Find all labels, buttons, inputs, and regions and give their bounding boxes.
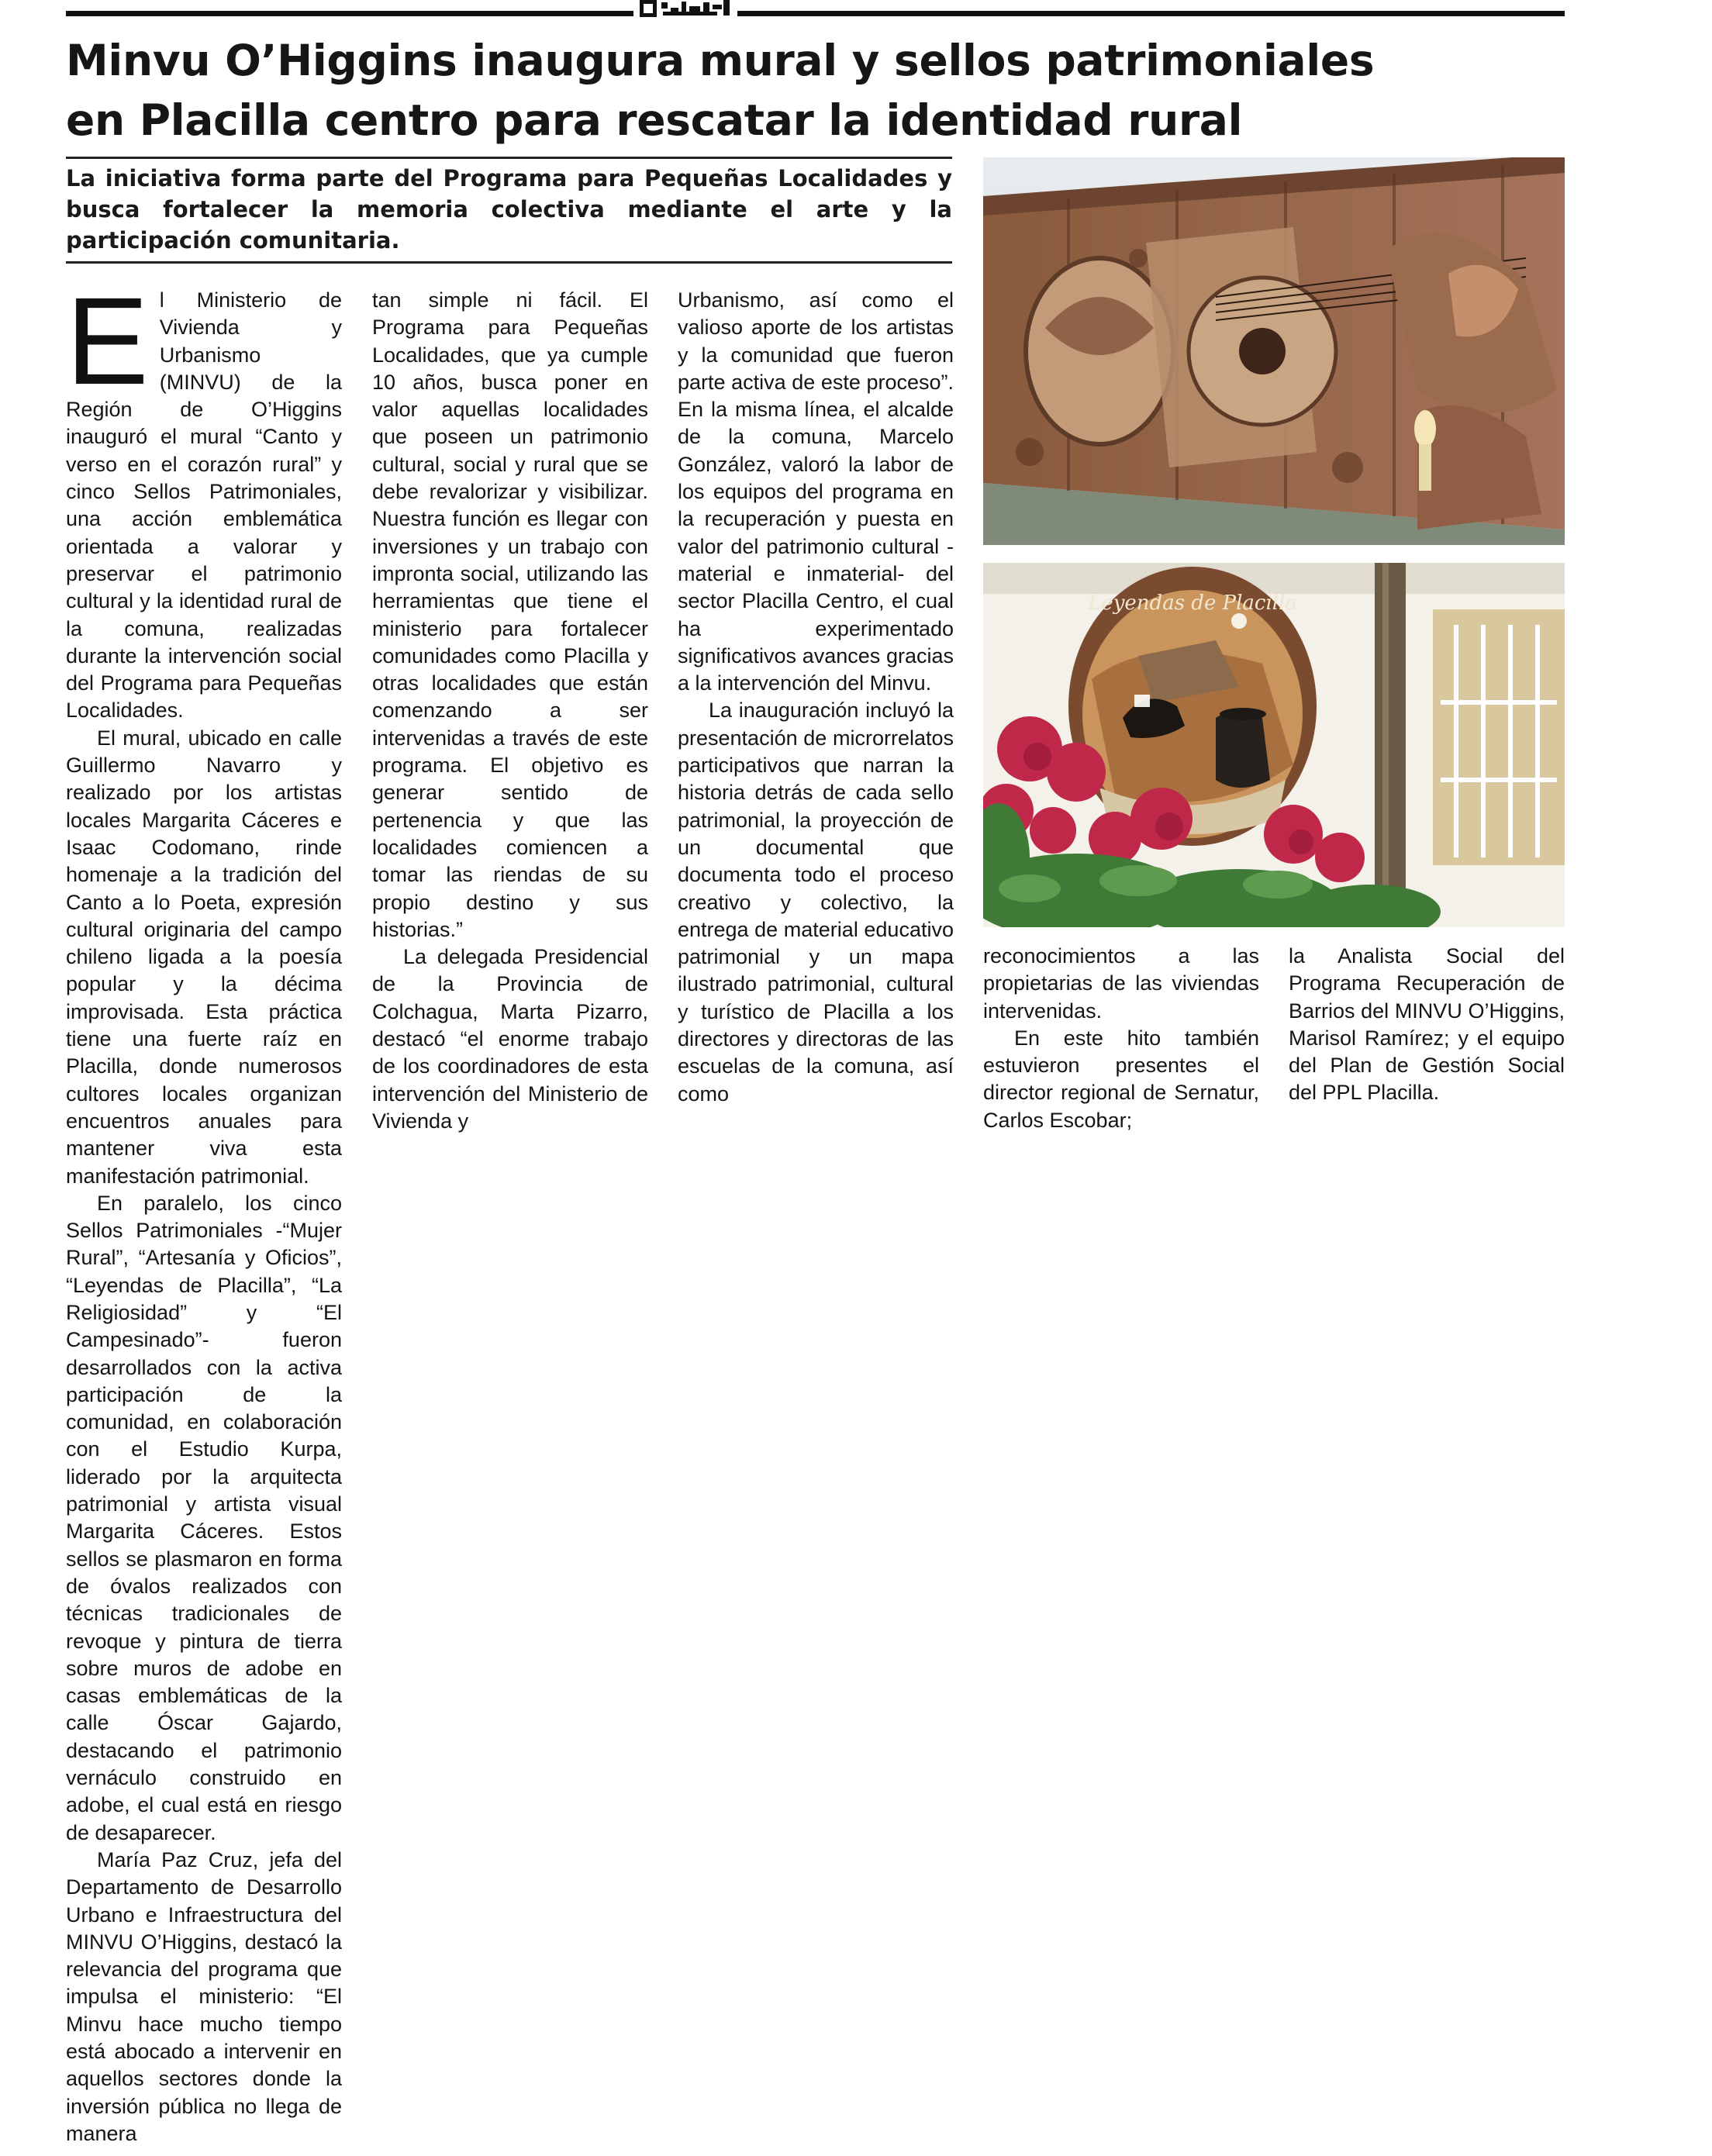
headline [66,31,1375,150]
mural-illustration [983,157,1565,545]
paragraph: reconocimientos a las propietarias de las viviendas intervenidas. [983,944,1259,1023]
seal-lettering: Leyendas de Placilla [1088,592,1297,615]
paragraph: María Paz Cruz, jefa del Departamento de Desarrollo Urbano e Infraestructura del MINVU O’Higgins, destacó la relevancia del programa que impulsa el ministerio: “El Minvu hace mucho tiempo está abocado a intervenir en aquellos sectores donde la inversión pública no llega de manera [66,1847,342,2145]
body-column-2 [372,287,648,1135]
body-column-3 [678,287,954,1108]
qr-code-icon [640,0,731,17]
headline-line-1: Minvu O’Higgins inaugura mural y sellos patrimoniales [66,36,1375,85]
body-column-4 [983,943,1259,1134]
drop-cap: E [66,271,149,410]
paragraph [66,271,342,725]
deck-subheadline: La iniciativa forma parte del Programa para Pequeñas Localidades y busca fortalecer la memoria colectiva mediante el arte y la participación comunitaria. [66,165,952,254]
paragraph: Urbanismo, así como el valioso aporte de los artistas y la comunidad que fueron parte activa de este proceso”. En la misma línea, el alcalde de la comuna, Marcelo González, valoró la labor de los equipos del programa en la recuperación y puesta en valor del patrimonio cultural -material e inmaterial- del sector Placilla Centro, el cual ha experimentado significativos avances gracias a la intervención del Minvu. [678,288,954,695]
body-column-1 [66,271,342,2147]
paragraph: tan simple ni fácil. El Programa para Pequeñas Localidades, que ya cumple 10 años, busca poner en valor aquellas localidades que poseen un patrimonio cultural, social y rural que se debe revalorizar y visibilizar. Nuestra función es llegar con inversiones y un trabajo con impronta social, utilizando las herramientas que tiene el ministerio para fortalecer comunidades como Placilla y otras localidades que están comenzando a ser intervenidas a través de este programa. El objetivo es generar sentido de pertenencia y que las localidades comiencen a tomar las riendas de su propio destino y sus historias.” [372,288,648,941]
paragraph: En este hito también estuvieron presentes el director regional de Sernatur, Carlos Escobar; [983,1026,1259,1132]
paragraph-text: l Ministerio de Vivienda y Urbanismo (MINVU) de la Región de O’Higgins inauguró el mural “Canto y verso en el corazón rural” y cinco Sellos Patrimoniales, una acción emblemática orientada a valorar y preservar el patrimonio cultural y la identidad rural de la comuna, realizadas durante la intervención social del Programa para Pequeñas Localidades. [66,288,342,723]
deck-bottom-rule [66,261,952,264]
top-rule-left [66,11,633,16]
mural-photo [983,157,1565,545]
body-column-5 [1289,943,1565,1107]
deck-top-rule [66,157,952,159]
paragraph: la Analista Social del Programa Recuperación de Barrios del MINVU O’Higgins, Marisol Ramírez; y el equipo del Plan de Gestión Social del PPL Placilla. [1289,944,1565,1105]
paragraph: El mural, ubicado en calle Guillermo Navarro y realizado por los artistas locales Margarita Cáceres e Isaac Codomano, rinde homenaje a la tradición del Canto a lo Poeta, expresión cultural originaria del campo chileno ligada a la poesía popular y la décima improvisada. Esta práctica tiene una fuerte raíz en Placilla, donde numerosos cultores locales organizan encuentros anuales para mantener viva esta manifestación patrimonial. [66,726,342,1188]
seal-photo [983,563,1565,927]
paragraph: La inauguración incluyó la presentación de microrrelatos participativos que narran la historia detrás de cada sello patrimonial, la proyección de un documental que documenta todo el proceso creativo y colectivo, la entrega de material educativo patrimonial y un mapa ilustrado patrimonial, cultural y turístico de Placilla a los directores y directoras de las escuelas de la comuna, así como [678,699,954,1106]
paragraph: En paralelo, los cinco Sellos Patrimoniales -“Mujer Rural”, “Artesanía y Oficios”, “Leyendas de Placilla”, “La Religiosidad” y “El Campesinado”- fueron desarrollados con la activa participación de la comunidad, en colaboración con el Estudio Kurpa, liderado por la arquitecta patrimonial y artista visual Margarita Cáceres. Estos sellos se plasmaron en forma de óvalos realizados con técnicas tradicionales de revoque y pintura de tierra sobre muros de adobe en casas emblemáticas de la calle Óscar Gajardo, destacando el patrimonio vernáculo construido en adobe, el cual está en riesgo de desaparecer. [66,1191,342,1844]
seal-illustration [983,563,1565,927]
headline-line-2: en Placilla centro para rescatar la identidad rural [66,95,1243,145]
top-rule-right [737,11,1565,16]
paragraph: La delegada Presidencial de la Provincia de Colchagua, Marta Pizarro, destacó “el enorme trabajo de los coordinadores de esta intervención del Ministerio de Vivienda y [372,945,648,1133]
